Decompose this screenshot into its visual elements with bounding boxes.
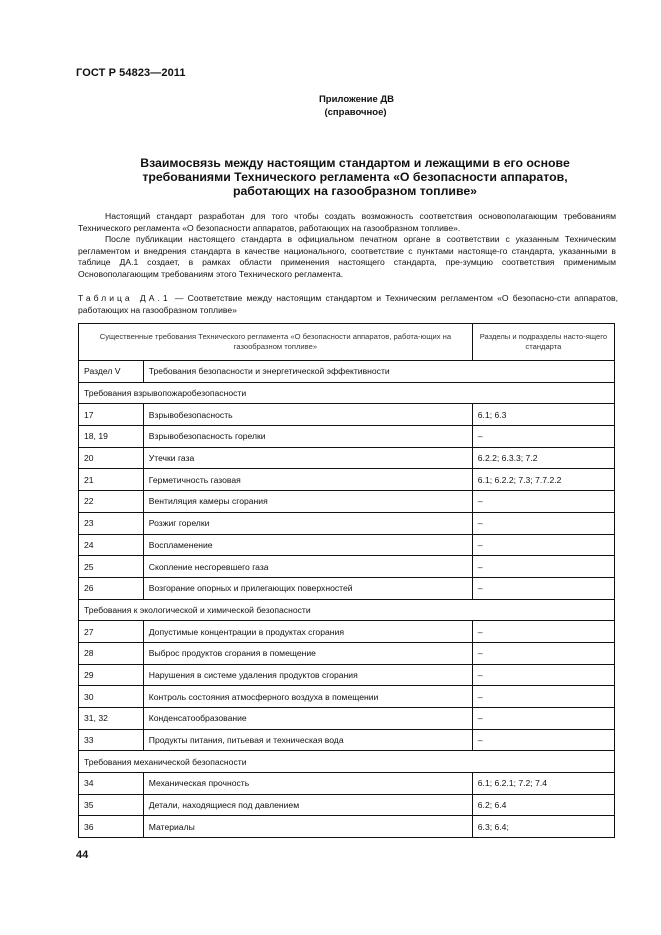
table-row [79,686,615,708]
standard-sections: – [472,534,614,556]
clause-number: 26 [79,577,144,599]
requirement-text: Взрывобезопасность [143,404,472,426]
requirement-text: Требования безопасности и энергетической эффективности [143,361,614,383]
requirement-text: Выброс продуктов сгорания в помещение [143,642,472,664]
clause-number: 31, 32 [79,708,144,730]
clause-number: 18, 19 [79,426,144,448]
table-section-row [79,382,615,404]
table-row [79,664,615,686]
standard-sections: – [472,708,614,730]
requirement-text: Конденсатообразование [143,708,472,730]
clause-number: 21 [79,469,144,491]
clause-number: 17 [79,404,144,426]
clause-number: 22 [79,491,144,513]
table-row [79,404,615,426]
title-line-2: требованиями Технического регламента «О безопасности аппаратов, [142,170,568,184]
requirement-text: Розжиг горелки [143,512,472,534]
correspondence-table [78,323,615,838]
table-row [79,816,615,838]
clause-number: 29 [79,664,144,686]
requirement-text: Возгорание опорных и прилегающих поверхностей [143,577,472,599]
appendix-label [0,94,661,119]
table-row [79,642,615,664]
appendix-title: Приложение ДВ [318,94,395,105]
table-row [79,512,615,534]
requirement-text: Герметичность газовая [143,469,472,491]
table-row [79,729,615,751]
standard-sections: – [472,664,614,686]
clause-number: 20 [79,447,144,469]
clause-number: 36 [79,816,144,838]
table-row [79,534,615,556]
requirement-text: Утечки газа [143,447,472,469]
table-caption-label: Таблица ДА.1 [78,293,171,303]
clause-number: 27 [79,621,144,643]
section-label: Требования взрывопожаробезопасности [79,382,615,404]
table-header-row [79,324,615,361]
standard-sections: – [472,512,614,534]
standard-sections: 6.2.2; 6.3.3; 7.2 [472,447,614,469]
requirement-text: Продукты питания, питьевая и техническая вода [143,729,472,751]
section-title [90,156,620,198]
requirement-text: Воспламенение [143,534,472,556]
requirement-text: Скопление несгоревшего газа [143,556,472,578]
section-label: Требования к экологической и химической безопасности [79,599,615,621]
clause-number: 34 [79,773,144,795]
requirement-text: Материалы [143,816,472,838]
requirement-text: Нарушения в системе удаления продуктов сгорания [143,664,472,686]
clause-number: 23 [79,512,144,534]
standard-sections: – [472,426,614,448]
table-section-row [79,751,615,773]
standard-sections: – [472,729,614,751]
table-row [79,491,615,513]
standard-sections: – [472,577,614,599]
standard-sections: 6.1; 6.2.1; 7.2; 7.4 [472,773,614,795]
clause-number: 28 [79,642,144,664]
requirement-text: Вентиляция камеры сгорания [143,491,472,513]
clause-number: 33 [79,729,144,751]
requirement-text: Допустимые концентрации в продуктах сгорания [143,621,472,643]
standard-sections: – [472,642,614,664]
requirement-text: Детали, находящиеся под давлением [143,794,472,816]
paragraph: После публикации настоящего стандарта в официальном печатном органе в соответствии с указанным Техническим регламентом и внедрения стандарта в качестве национального, соответствие с пунктами настояще-го стандарта, указанными в таблице ДА.1 создает, в рамках области применения настоящего стандарта, пре-зумцию соответствия применимым Основополагающим требованиям этого Технического регламента. [78,234,616,279]
intro-text [78,211,616,281]
standard-sections: 6.2; 6.4 [472,794,614,816]
standard-sections: 6.1; 6.3 [472,404,614,426]
table-row [79,469,615,491]
table-row [79,794,615,816]
standard-sections: – [472,686,614,708]
title-line-3: работающих на газообразном топливе» [232,184,478,198]
table-caption-text: — Соответствие между настоящим стандартом и Техническим регламентом «О безопасно-сти аппаратов, работающих на газообразном топливе» [78,293,618,315]
header-requirements: Существенные требования Технического регламента «О безопасности аппаратов, работа-ющих на газообразном топливе» [79,324,473,361]
table-section-row [79,599,615,621]
document-header: ГОСТ Р 54823—2011 [76,67,186,79]
clause-number: 30 [79,686,144,708]
table-row [79,577,615,599]
table-row [79,426,615,448]
clause-number: 35 [79,794,144,816]
requirement-text: Контроль состояния атмосферного воздуха в помещении [143,686,472,708]
table-row [79,361,615,383]
requirement-text: Механическая прочность [143,773,472,795]
paragraph: Настоящий стандарт разработан для того чтобы создать возможность соответствия основополагающим требованиям Технического регламента «О безопасности аппаратов, работающих на газообразном топливе». [78,211,616,233]
table-row [79,708,615,730]
table-row [79,621,615,643]
table-row [79,447,615,469]
standard-sections: 6.3; 6.4; [472,816,614,838]
table-row [79,556,615,578]
page-number: 44 [76,849,89,861]
header-sections: Разделы и подразделы насто-ящего стандарта [472,324,614,361]
clause-number: 24 [79,534,144,556]
requirement-text: Взрывобезопасность горелки [143,426,472,448]
standard-sections: – [472,491,614,513]
standard-sections: – [472,621,614,643]
standard-sections: 6.1; 6.2.2; 7.3; 7.7.2.2 [472,469,614,491]
section-label: Требования механической безопасности [79,751,615,773]
title-line-1: Взаимосвязь между настоящим стандартом и лежащими в его основе [140,156,570,170]
table-row [79,773,615,795]
appendix-type: (справочное) [324,106,387,118]
table-caption [78,293,618,316]
standard-sections: – [472,556,614,578]
clause-number: Раздел V [79,361,144,383]
clause-number: 25 [79,556,144,578]
